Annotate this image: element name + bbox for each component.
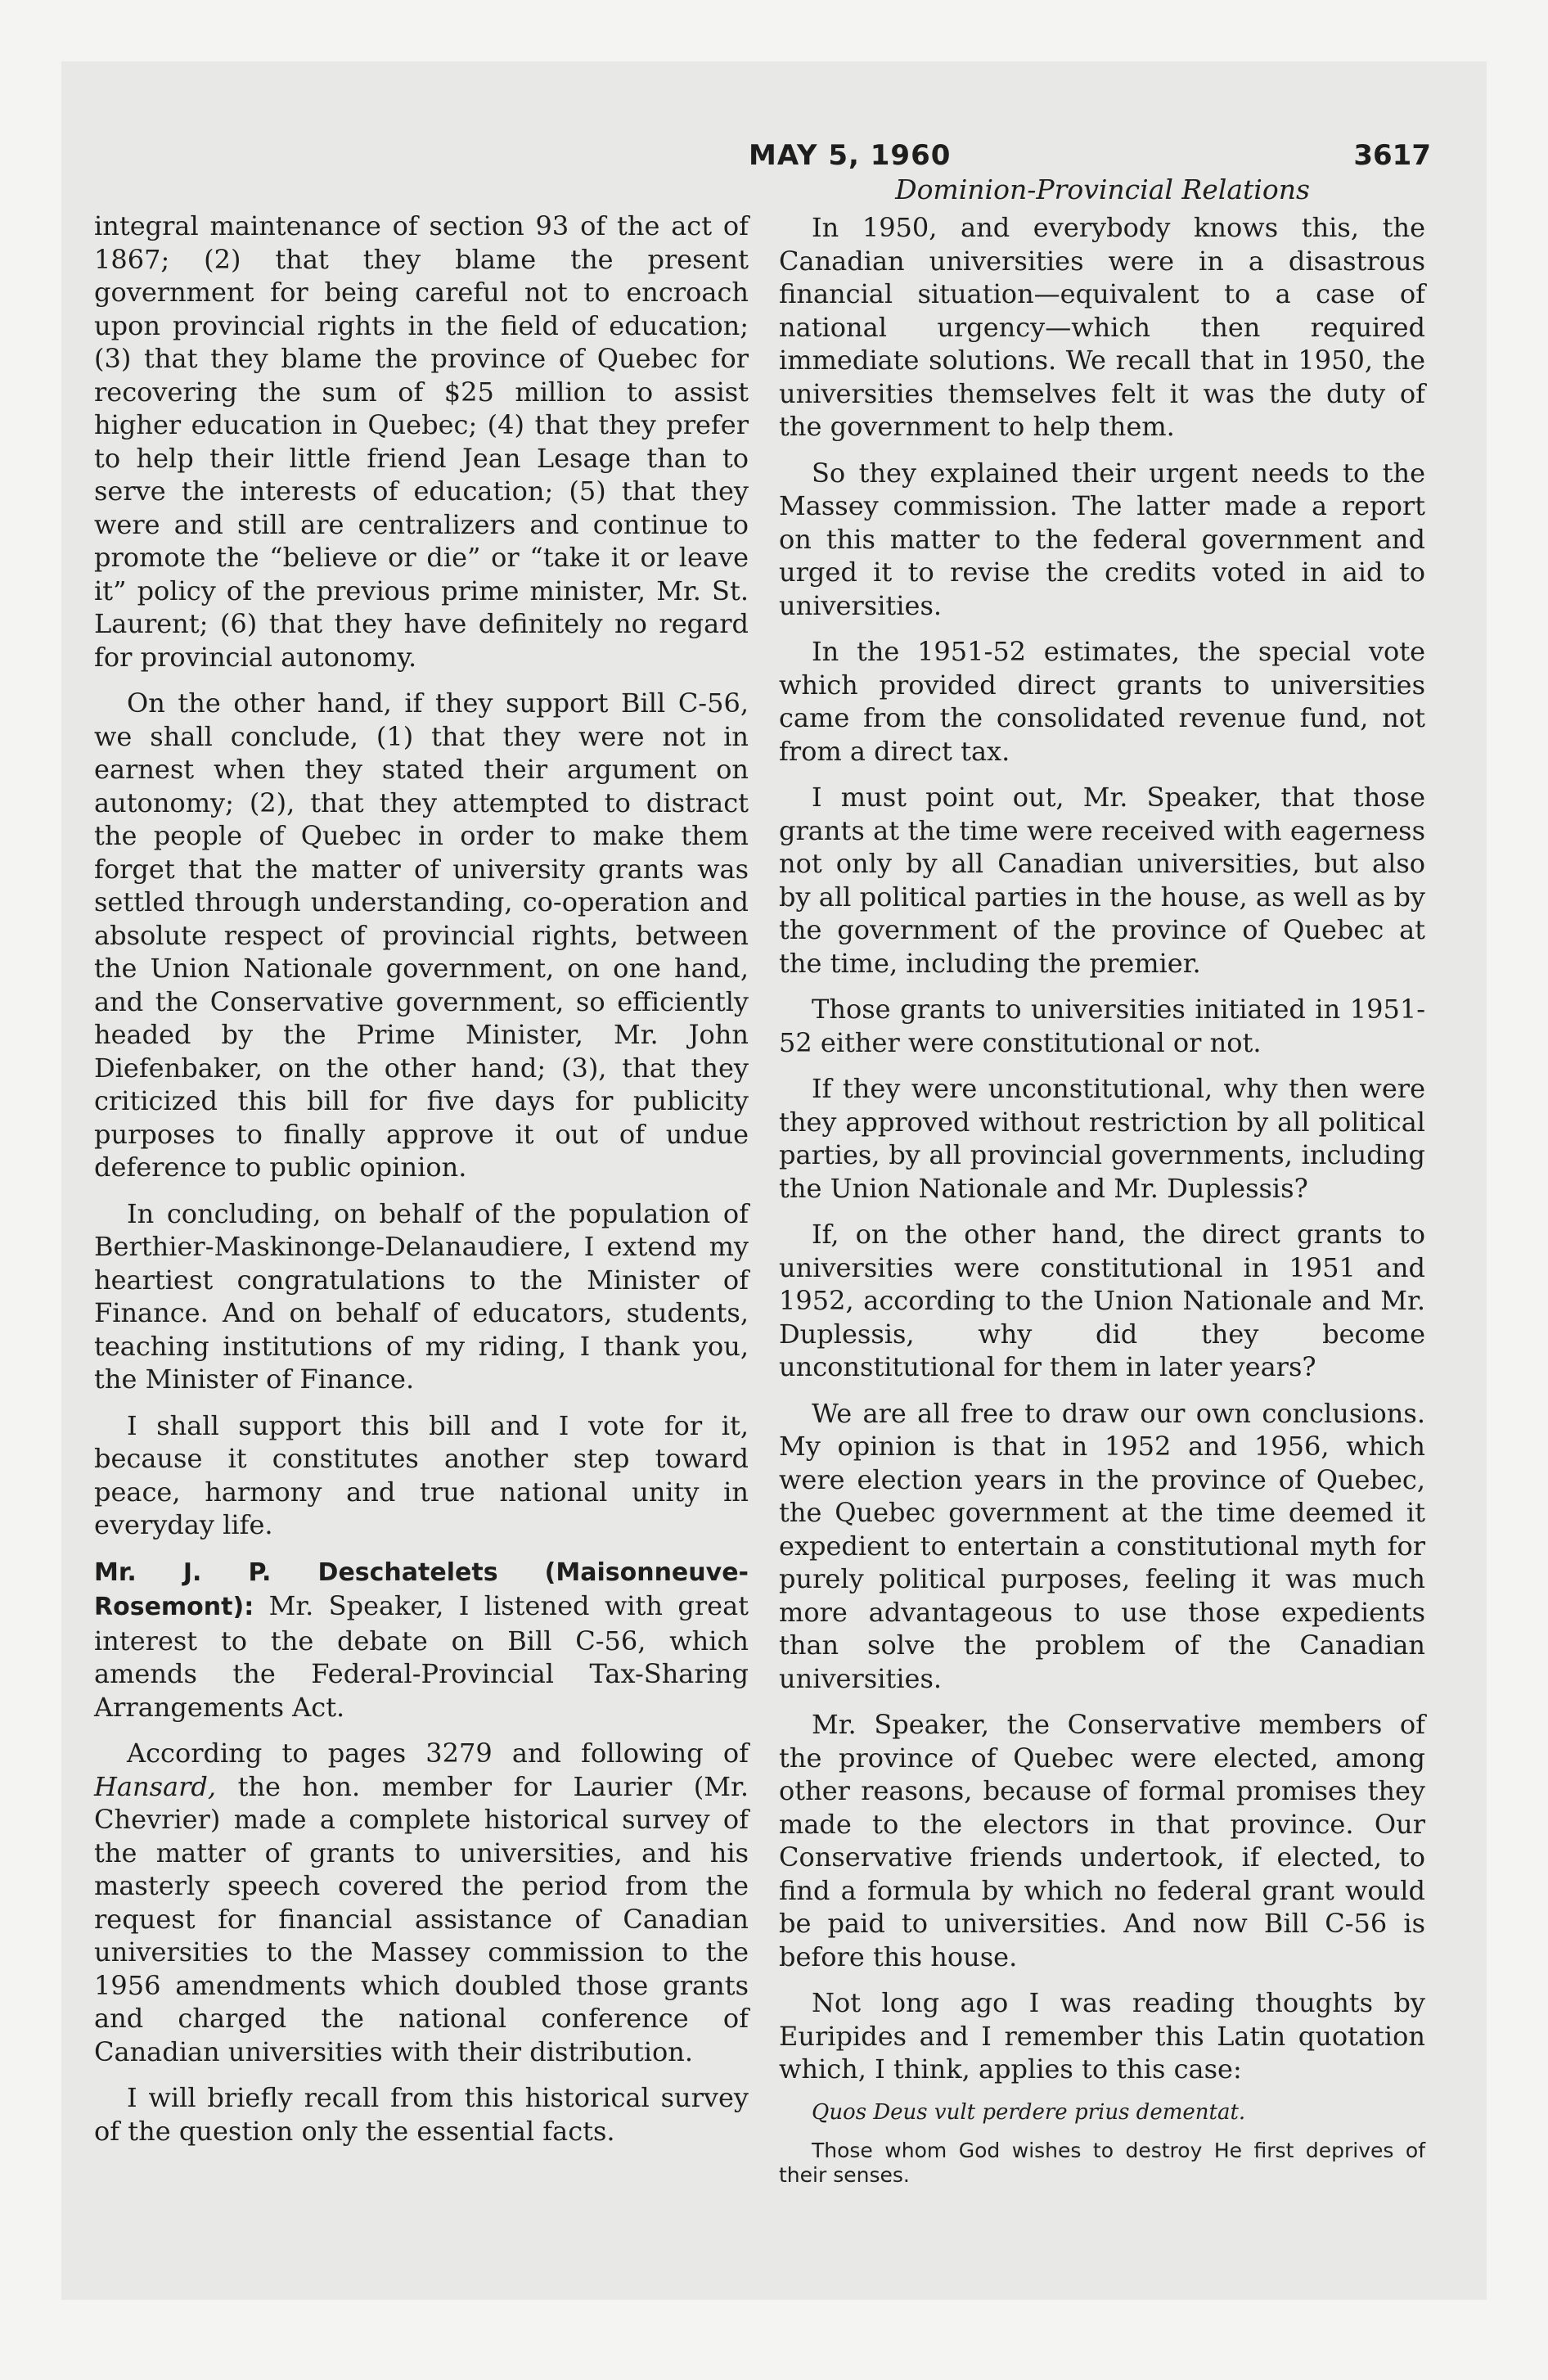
paragraph: integral maintenance of section 93 of the act of 1867; (2) that they blame the present government for being careful not to encroach upon provincial rights in the field of education; (3) that they blame the province of Quebec for recovering the sum of $25 million to assist higher education in Quebec; (4) that they prefer to help their little friend Jean Lesage than to serve the interests of education; (5) that they were and still are centralizers and continue to promote the “believe or die” or “take it or leave it” policy of the previous prime minister, Mr. St. Laurent; (6) that they have definitely no regard for provincial autonomy. xyxy=(94,210,749,673)
speaker-paragraph xyxy=(94,1555,749,1724)
latin-quote: Quos Deus vult perdere prius dementat. xyxy=(812,2099,1246,2125)
paragraph: In concluding, on behalf of the population of Berthier-Maskinonge-Delanaudiere, I extend my heartiest congratulations to the Minister of Finance. And on behalf of educators, students, teaching institutions of my riding, I thank you, the Minister of Finance. xyxy=(94,1197,749,1395)
paragraph: In 1950, and everybody knows this, the Canadian universities were in a disastrous financial situation—equivalent to a case of national urgency—which then required immediate solutions. We recall that in 1950, the universities themselves felt it was the duty of the government to help them. xyxy=(779,212,1425,442)
paragraph-text: According to pages 3279 and following of xyxy=(127,1738,749,1769)
speaker-text: Mr. Speaker, I listened with great interest to the debate on Bill C-56, which amends the Federal-Provincial Tax-Sharing Arrangements Act. xyxy=(94,1590,749,1723)
paragraph: I will briefly recall from this historical survey of the question only the essential facts. xyxy=(94,2082,749,2147)
paragraph: So they explained their urgent needs to the Massey commission. The latter made a report on this matter to the federal government and urged it to revise the credits voted in aid to universities. xyxy=(779,457,1425,621)
hansard-reference: Hansard, xyxy=(94,1770,217,1802)
paragraph: Not long ago I was reading thoughts by Euripides and I remember this Latin quotation which, I think, applies to this case: xyxy=(779,1987,1425,2085)
paragraph: If, on the other hand, the direct grants to universities were constitutional in 1951 and 1952, according to the Union Nationale and Mr. Duplessis, why did they become unconstitutional for them in later years? xyxy=(779,1219,1425,1382)
right-column xyxy=(779,211,1425,2201)
speaker-name: Mr. J. P. Deschatelets (Maisonneuve-Rosemont): xyxy=(94,1557,749,1621)
paragraph: In the 1951-52 estimates, the special vote which provided direct grants to universities came from the consolidated revenue fund, not from a direct tax. xyxy=(779,636,1425,767)
paragraph: Those grants to universities initiated in 1951-52 either were constitutional or not. xyxy=(779,994,1425,1058)
paragraph: If they were unconstitutional, why then were they approved without restriction by all political parties, by all provincial governments, including the Union Nationale and Mr. Duplessis? xyxy=(779,1073,1425,1204)
paragraph: We are all free to draw our own conclusions. My opinion is that in 1952 and 1956, which were election years in the province of Quebec, the Quebec government at the time deemed it expedient to entertain a constitutional myth for purely political purposes, feeling it was much more advantageous to use those expedients than solve the problem of the Canadian universities. xyxy=(779,1397,1425,1694)
section-title: Dominion-Provincial Relations xyxy=(895,174,1310,205)
page-number: 3617 xyxy=(1353,139,1431,172)
paragraph: On the other hand, if they support Bill C-56, we shall conclude, (1) that they were not in earnest when they stated their argument on autonomy; (2), that they attempted to distract the people of Quebec in order to make them forget that the matter of university grants was settled through understanding, co-operation and absolute respect of provincial rights, between the Union Nationale government, on one hand, and the Conservative government, so efficiently headed by the Prime Minister, Mr. John Diefenbaker, on the other hand; (3), that they criticized this bill for five days for publicity purposes to finally approve it out of undue deference to public opinion. xyxy=(94,687,749,1183)
paragraph xyxy=(94,1737,749,2068)
left-column xyxy=(94,210,749,2161)
page-date: MAY 5, 1960 xyxy=(749,139,952,172)
paragraph: Mr. Speaker, the Conservative members of the province of Quebec were elected, among other reasons, because of formal promises they made to the electors in that province. Our Conservative friends undertook, if elected, to find a formula by which no federal grant would be paid to universities. And now Bill C-56 is before this house. xyxy=(779,1709,1425,1972)
paragraph: I shall support this bill and I vote for it, because it constitutes another step toward peace, harmony and true national unity in everyday life. xyxy=(94,1409,749,1540)
paragraph-text: the hon. member for Laurier (Mr. Chevrier) made a complete historical survey of the matter of grants to universities, and his masterly speech covered the period from the request for financial assistance of Canadian universities to the Massey commission to the 1956 amendments which doubled those grants and charged the national conference of Canadian universities with their distribution. xyxy=(94,1770,749,2067)
quote-translation: Those whom God wishes to destroy He first deprives of their senses. xyxy=(779,2138,1425,2187)
paragraph: I must point out, Mr. Speaker, that those grants at the time were received with eagerness not only by all Canadian universities, but also by all political parties in the house, as well as by the government of the province of Quebec at the time, including the premier. xyxy=(779,782,1425,979)
